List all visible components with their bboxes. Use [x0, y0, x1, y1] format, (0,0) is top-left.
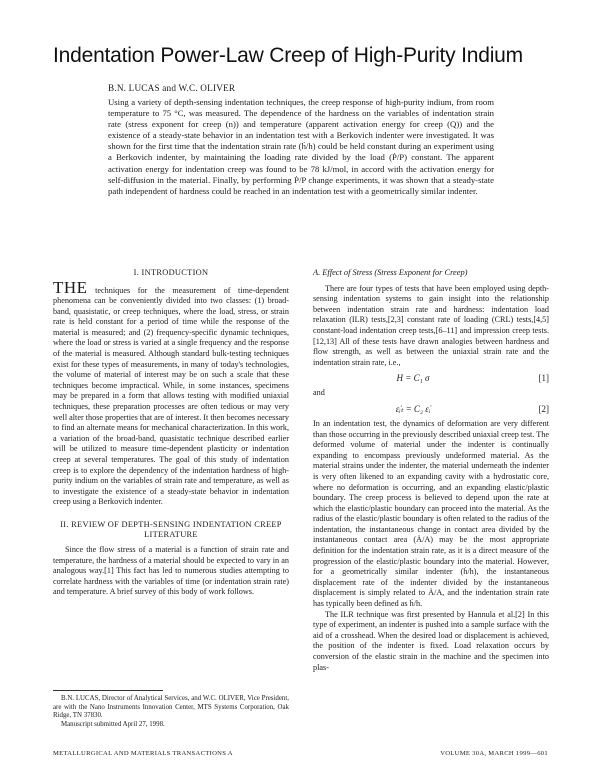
- review-paragraph: Since the flow stress of a material is a function of strain rate and temperature, the hardness of a material should be expected to vary in an analogous way.[1] This fact has led to numerous studies attempting to correlate hardness with the variables of time (or indentation strain rate) and temperature. A brief survey of this body of work follows.: [53, 544, 289, 597]
- equation-2: [313, 399, 549, 419]
- equation-2-number: [2]: [538, 403, 549, 414]
- introduction-text: techniques for the measurement of time-dependent phenomena can be conveniently divided into two classes: (1) broad-band, quasistatic, or creep techniques, where the load, stress, or strain rate is held constant for a period of time while the response of the material is measured; and (2) frequency-specific dynamic techniques, where the load or stress is varied at a single frequency and the response of the material is measured. Although standard bulk-testing techniques exist for these types of measurements, in many of today's technologies, the volume of material of interest may be on such a scale that these techniques become impractical. While, in some instances, specimens may be prepared in a form that allows testing with modified uniaxial techniques, these preparation processes are often tedious or may very well alter those properties that are of interest. It then becomes necessary to find an alternate means for mechanical characterization. In this work, a variation of the broad-band, quasistatic technique described earlier will be utilized to measure time-dependent plasticity or indentation creep at several temperatures. The goal of this study of indentation creep is to explore the dependency of the indentation hardness of high-purity indium on the variables of strain rate and temperature, as well as to investigate the existence of a steady-state behavior in indentation creep using a Berkovich indenter.: [53, 285, 289, 507]
- stress-paragraph-1: There are four types of tests that have been employed using depth-sensing indentation systems to gain insight into the relationship between indentation strain rate and hardness: indentation load relaxation (ILR) tests,[2,3] constant rate of loading (CRL) tests,[4,5] constant-load indentation creep tests,[6–11] and impression creep tests.[12,13] All of these tests have drawn analogies between hardness and flow strength, as well as between the uniaxial strain rate and the indentation strain rate, i.e.,: [313, 283, 549, 367]
- equation-1-expression: H = C₁ σ: [396, 373, 430, 384]
- and-connector: and: [313, 388, 325, 398]
- section-heading-introduction: I. INTRODUCTION: [133, 268, 209, 277]
- stress-paragraph-3: The ILR technique was first presented by Hannula et al.[2] In this type of experiment, an indenter is pushed into a sample surface with the aid of a crosshead. When the desired load or displacement is achieved, the position of the indenter is fixed. Load relaxation occurs by conversion of the elastic strain in the machine and the specimen into plas-: [313, 609, 549, 672]
- left-column: [53, 268, 289, 598]
- paper-title: Indentation Power-Law Creep of High-Purity Indium: [53, 44, 523, 67]
- stress-paragraph-2: In an indentation test, the dynamics of deformation are very different than those occurring in the previously described uniaxial creep test. The deformed volume of material under the indenter is continually expanding to encompass previously undeformed material. As the material strains under the indenter, the material underneath the indenter is very often likened to an expanding cavity with a hydrostatic core, where no deformation is occurring, and an expanding elastic/plastic boundary. The creep process is believed to depend upon the rate at which the elastic/plastic boundary can proceed into the material. As the radius of the elastic/plastic boundary is often related to the radius of the indentation, the instantaneous change in contact area divided by the instantaneous contact area (Ȧ/A) may be the most appropriate definition for the indentation strain rate, as it is a direct measure of the progression of the elastic/plastic boundary into the material. However, for a geometrically similar indenter (ḣ/h), the instantaneous displacement rate of the indenter divided by the instantaneous displacement is simply related to Ȧ/A, and the indentation strain rate has typically been defined as ḣ/h.: [313, 418, 549, 609]
- equation-1: [313, 368, 549, 388]
- footnote-affiliation: B.N. LUCAS, Director of Analytical Services, and W.C. OLIVER, Vice President, are with the Nano Instruments Innovation Center, MTS Systems Corporation, Oak Ridge, TN 37830.: [53, 695, 289, 720]
- authors: B.N. LUCAS and W.C. OLIVER: [108, 83, 236, 93]
- footnote: [53, 695, 289, 730]
- journal-footer: METALLURGICAL AND MATERIALS TRANSACTIONS A: [53, 750, 233, 757]
- right-column: [313, 268, 549, 673]
- equation-2-expression: ε̇ᵢₜ = C₂ ε̇ᵢ: [395, 403, 431, 414]
- drop-cap: THE: [53, 277, 88, 297]
- volume-page-footer: VOLUME 30A, MARCH 1999—601: [440, 750, 548, 757]
- subsection-heading-stress: A. Effect of Stress (Stress Exponent for Creep): [313, 268, 468, 277]
- footnote-manuscript-date: Manuscript submitted April 27, 1998.: [61, 721, 165, 729]
- abstract: Using a variety of depth-sensing indentation techniques, the creep response of high-purity indium, from room temperature to 75 °C, was measured. The dependence of the hardness on the variables of indentation strain rate (stress exponent for creep (n)) and temperature (apparent activation energy for creep (Q)) and the existence of a steady-state behavior in an indentation test with a Berkovich indenter were investigated. It was shown for the first time that the indentation strain rate (ḣ/h) could be held constant during an experiment using a Berkovich indenter, by maintaining the loading rate divided by the load (Ṗ/P) constant. The apparent activation energy for indentation creep was found to be 78 kJ/mol, in accord with the activation energy for self-diffusion in the material. Finally, by performing Ṗ/P change experiments, it was shown that a steady-state path independent of hardness could be reached in an indentation test with a geometrically similar indenter.: [108, 97, 494, 196]
- section-heading-review: II. REVIEW OF DEPTH-SENSING INDENTATION CREEP LITERATURE: [60, 519, 282, 540]
- footnote-rule: [53, 690, 163, 691]
- equation-1-number: [1]: [538, 373, 549, 384]
- introduction-paragraph: [53, 277, 289, 508]
